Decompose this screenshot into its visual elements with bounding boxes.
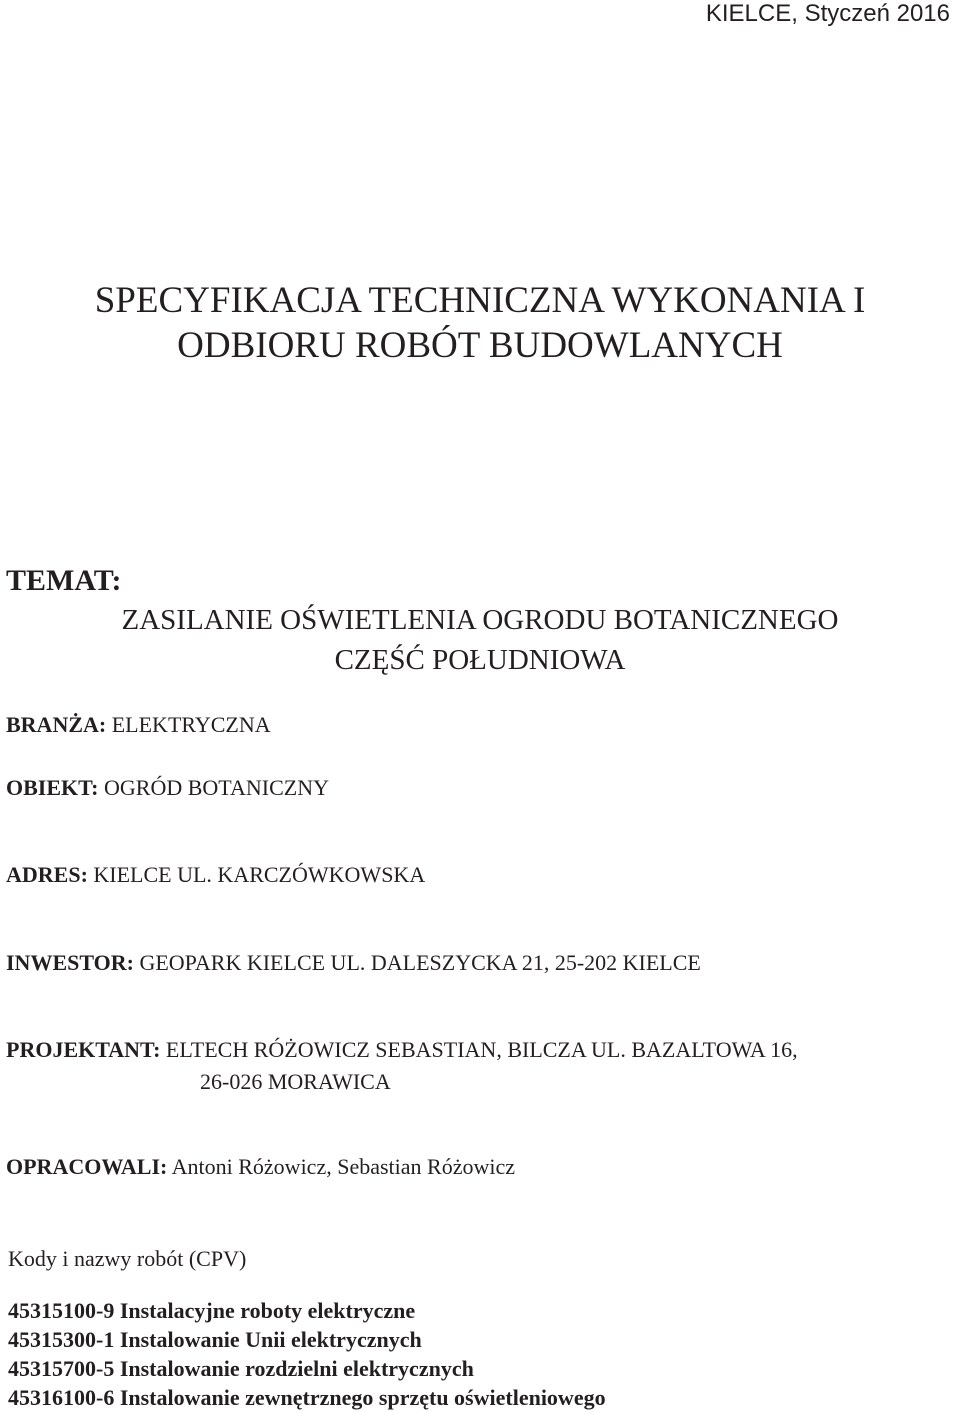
opracowali-value: Antoni Różowicz, Sebastian Różowicz xyxy=(167,1154,515,1179)
branza-field xyxy=(6,712,271,738)
adres-field xyxy=(6,862,425,888)
cpv-heading: Kody i nazwy robót (CPV) xyxy=(8,1246,247,1271)
document-title-line-2: ODBIORU ROBÓT BUDOWLANYCH xyxy=(177,325,783,366)
inwestor-value: GEOPARK KIELCE UL. DALESZYCKA 21, 25-202 KIELCE xyxy=(133,950,701,975)
inwestor-field xyxy=(6,950,701,976)
projektant-field xyxy=(6,1037,798,1063)
projektant-value-line-1: ELTECH RÓŻOWICZ SEBASTIAN, BILCZA UL. BAZALTOWA 16, xyxy=(160,1037,798,1062)
obiekt-field xyxy=(6,775,329,801)
cpv-list-item: 45316100-6 Instalowanie zewnętrznego sprzętu oświetleniowego xyxy=(8,1385,606,1410)
branza-value: ELEKTRYCZNA xyxy=(106,712,271,737)
opracowali-field xyxy=(6,1154,515,1180)
cpv-list-item: 45315100-9 Instalacyjne roboty elektryczne xyxy=(8,1298,416,1323)
header-date: KIELCE, Styczeń 2016 xyxy=(705,0,950,27)
obiekt-value: OGRÓD BOTANICZNY xyxy=(98,775,329,800)
projektant-value-line-2: 26-026 MORAWICA xyxy=(200,1069,391,1094)
projektant-label: PROJEKTANT: xyxy=(6,1037,161,1062)
document-title xyxy=(0,278,960,368)
document-title-line-1: SPECYFIKACJA TECHNICZNA WYKONANIA I xyxy=(94,280,866,321)
cpv-list xyxy=(8,1296,606,1412)
obiekt-label: OBIEKT: xyxy=(6,775,99,800)
temat-value-line-2: CZĘŚĆ POŁUDNIOWA xyxy=(334,644,626,676)
temat-label: TEMAT: xyxy=(6,564,122,597)
temat-value xyxy=(0,600,960,680)
adres-value: KIELCE UL. KARCZÓWKOWSKA xyxy=(87,862,426,887)
branza-label: BRANŻA: xyxy=(6,712,107,737)
opracowali-label: OPRACOWALI: xyxy=(6,1154,168,1179)
temat-value-line-1: ZASILANIE OŚWIETLENIA OGRODU BOTANICZNEGO xyxy=(121,604,839,636)
cpv-list-item: 45315700-5 Instalowanie rozdzielni elektrycznych xyxy=(8,1356,474,1381)
inwestor-label: INWESTOR: xyxy=(6,950,134,975)
adres-label: ADRES: xyxy=(6,862,88,887)
cpv-list-item: 45315300-1 Instalowanie Unii elektrycznych xyxy=(8,1327,422,1352)
